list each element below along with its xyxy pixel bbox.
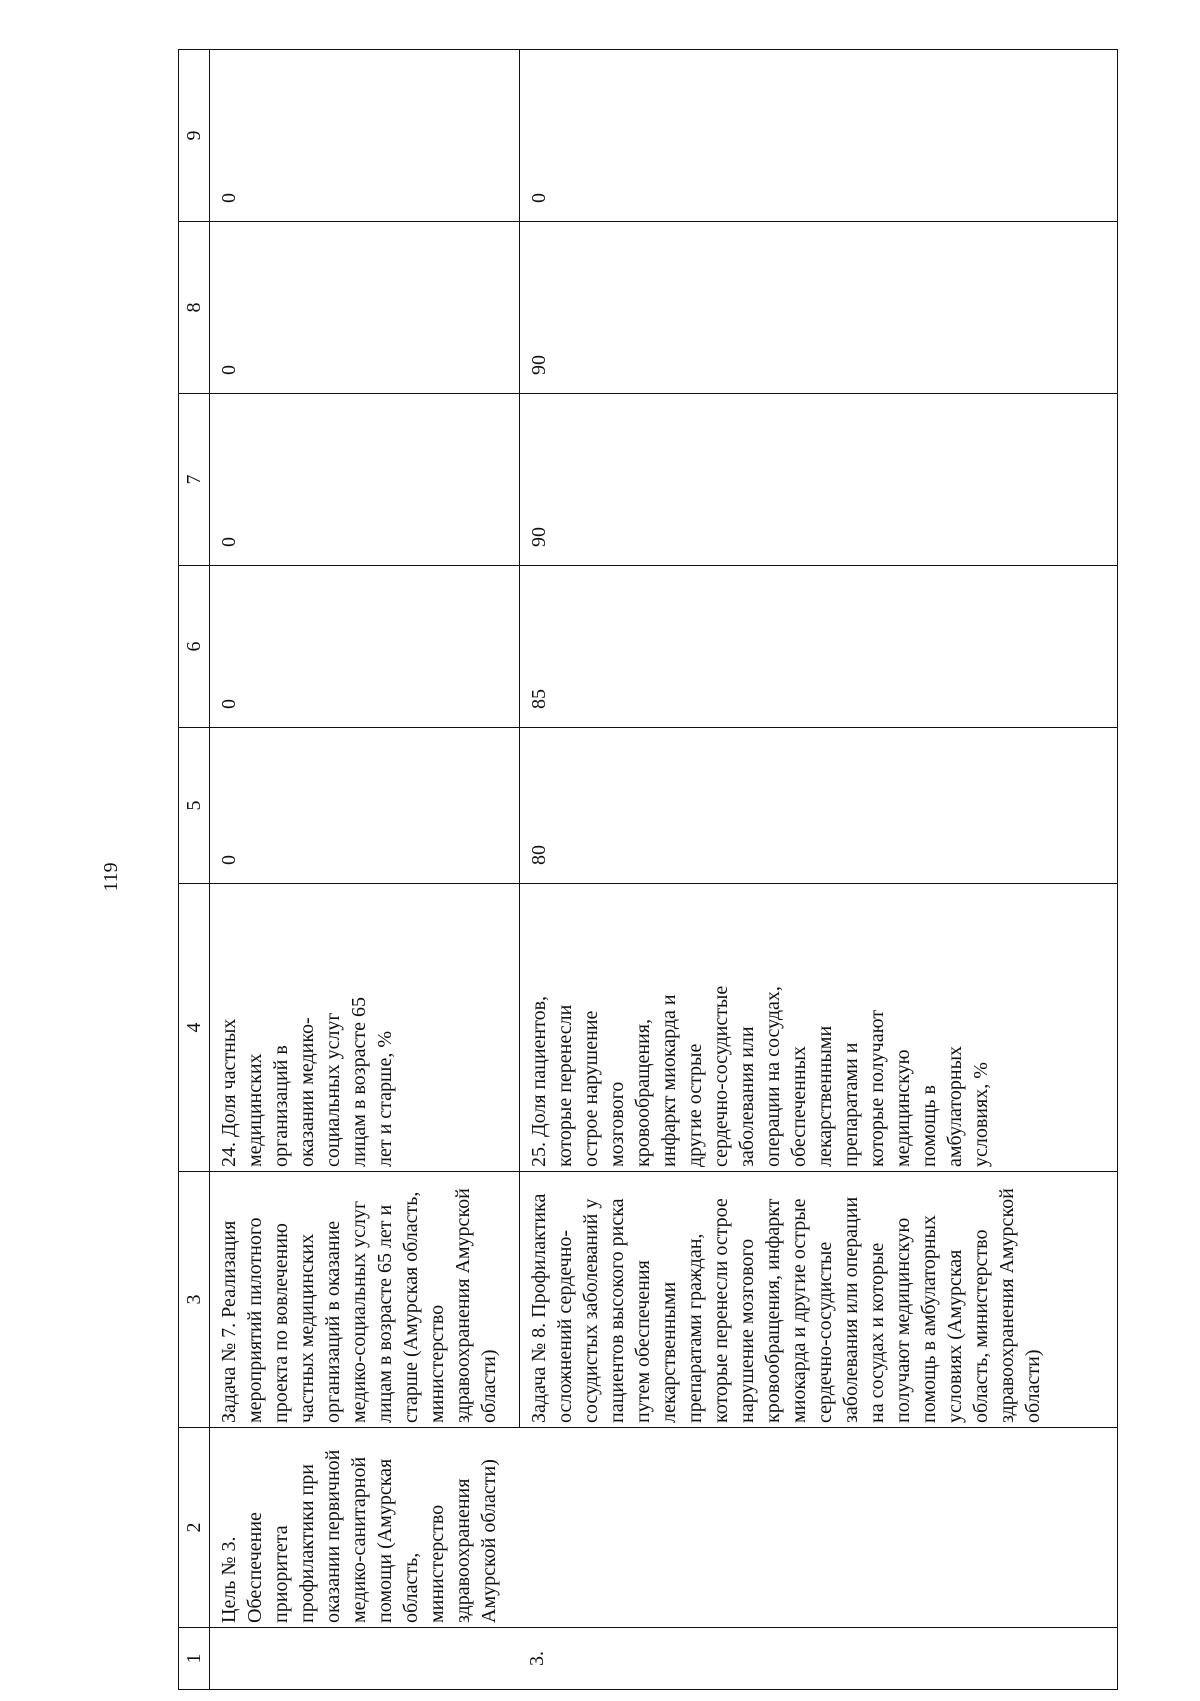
col-header-9: 9 (179, 50, 210, 222)
value-cell-8: 0 (210, 222, 520, 394)
page-number: 119 (100, 862, 122, 892)
col-header-4: 4 (179, 884, 210, 1172)
indicator-cell: 24. Доля частных медицинских организаций в оказании медико- социальных услуг лицам в возрасте 65 лет и старше, % (210, 884, 520, 1172)
col-header-6: 6 (179, 566, 210, 728)
task-cell: Задача № 8. Профилактика осложнений сердечно- сосудистых заболеваний у пациентов высокого риска путем обеспечения лекарственными препаратами граждан, которые перенесли острое нарушение мозгового кровообращения, инфаркт миокарда и другие острые сердечно-сосудистые заболевания или операции на сосудах и которые получают медицинскую помощь в амбулаторных условиях (Амурская область, министерство здравоохранения Амурской области) (520, 1172, 1118, 1428)
value-cell-5: 80 (520, 728, 1118, 884)
value-cell-5: 0 (210, 728, 520, 884)
col-header-7: 7 (179, 394, 210, 566)
indicators-table (178, 49, 1118, 1690)
value-cell-9: 0 (520, 50, 1118, 222)
value-cell-9: 0 (210, 50, 520, 222)
col-header-5: 5 (179, 728, 210, 884)
col-header-3: 3 (179, 1172, 210, 1428)
value-cell-8: 90 (520, 222, 1118, 394)
col-header-8: 8 (179, 222, 210, 394)
goal-cell: Цель № 3. Обеспечение приоритета профилактики при оказании первичной медико-санитарной помощи (Амурская область, министерство здравоохранения Амурской области) (210, 1428, 1118, 1628)
task-cell: Задача № 7. Реализация мероприятий пилотного проекта по вовлечению частных медицинских организаций в оказание медико-социальных услуг лицам в возрасте 65 лет и старше (Амурская область, министерство здравоохранения Амурской области) (210, 1172, 520, 1428)
row-number: 3. (210, 1628, 1118, 1690)
value-cell-7: 0 (210, 394, 520, 566)
table-row (210, 50, 520, 1690)
value-cell-6: 85 (520, 566, 1118, 728)
value-cell-6: 0 (210, 566, 520, 728)
rotated-table-container (178, 50, 1118, 1690)
header-row (179, 50, 210, 1690)
indicator-cell: 25. Доля пациентов, которые перенесли острое нарушение мозгового кровообращения, инфаркт миокарда и другие острые сердечно-сосудистые заболевания или операции на сосудах, обеспеченных лекарственными препаратами и которые получают медицинскую помощь в амбулаторных условиях, % (520, 884, 1118, 1172)
col-header-1: 1 (179, 1628, 210, 1690)
col-header-2: 2 (179, 1428, 210, 1628)
value-cell-7: 90 (520, 394, 1118, 566)
